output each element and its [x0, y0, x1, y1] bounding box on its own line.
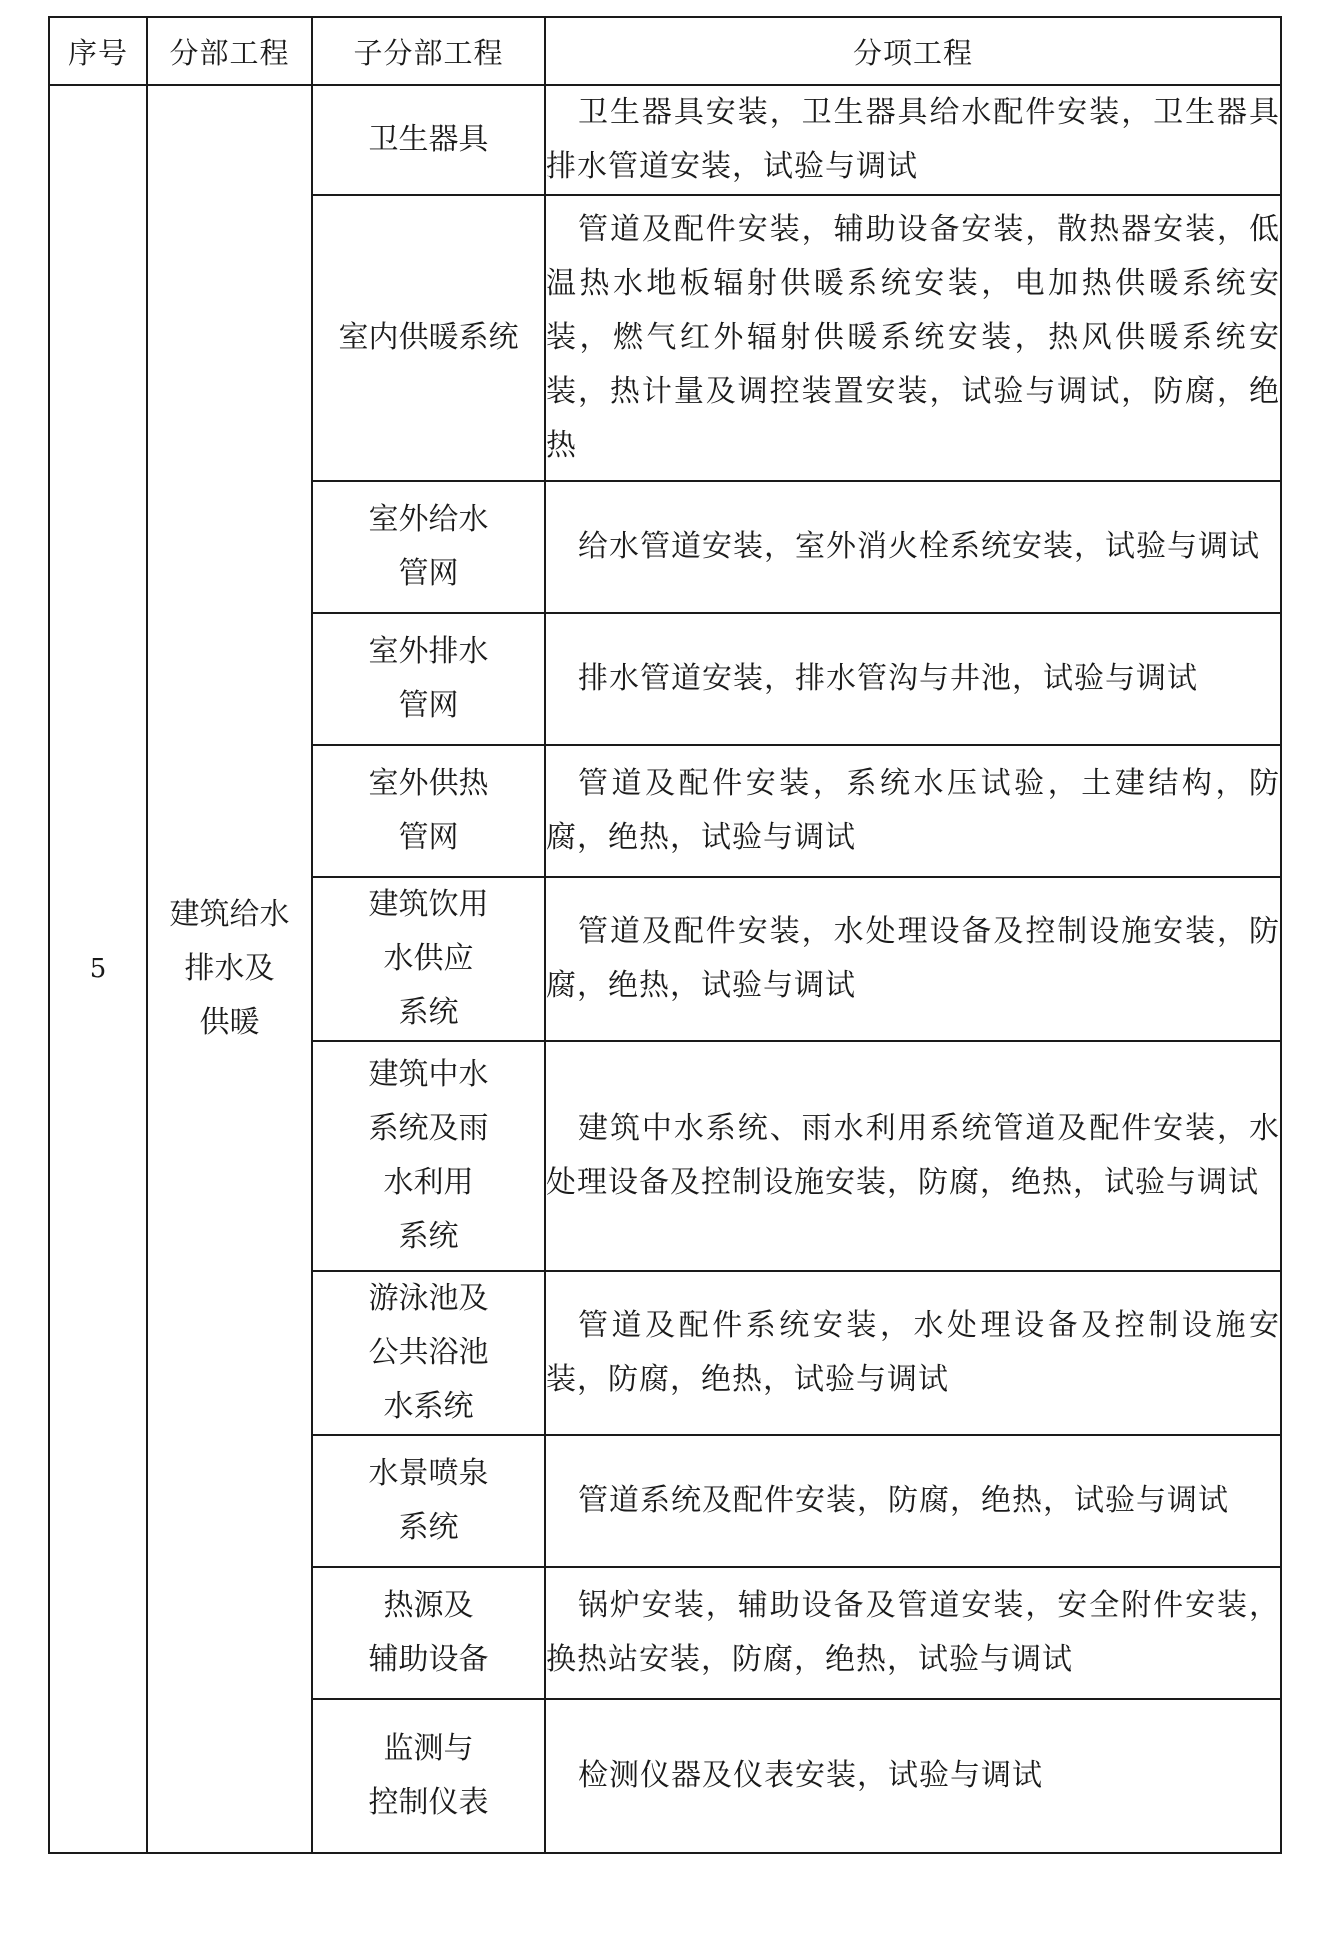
items-cell: 管道及配件安装，辅助设备安装，散热器安装，低温热水地板辐射供暖系统安装，电加热供暖系统安装，燃气红外辐射供暖系统安装，热风供暖系统安装，热计量及调控装置安装，试验与调试，防腐，绝热	[545, 195, 1281, 481]
subdivision-table	[48, 16, 1282, 1854]
items-cell: 管道及配件安装，系统水压试验，土建结构，防腐，绝热，试验与调试	[545, 745, 1281, 877]
table-row	[49, 85, 1281, 195]
subdivision-cell: 游泳池及 公共浴池 水系统	[312, 1271, 545, 1435]
subdivision-cell: 室外排水 管网	[312, 613, 545, 745]
header-row	[49, 17, 1281, 85]
subdivision-cell: 热源及 辅助设备	[312, 1567, 545, 1699]
header-seq: 序号	[49, 17, 147, 85]
header-division: 分部工程	[147, 17, 312, 85]
subdivision-cell: 监测与 控制仪表	[312, 1699, 545, 1853]
subdivision-cell: 建筑中水 系统及雨 水利用 系统	[312, 1041, 545, 1271]
items-cell: 管道及配件安装，水处理设备及控制设施安装，防腐，绝热，试验与调试	[545, 877, 1281, 1041]
seq-cell: 5	[49, 85, 147, 1853]
items-cell: 给水管道安装，室外消火栓系统安装，试验与调试	[545, 481, 1281, 613]
items-cell: 建筑中水系统、雨水利用系统管道及配件安装，水处理设备及控制设施安装，防腐，绝热，试验与调试	[545, 1041, 1281, 1271]
items-cell: 管道系统及配件安装，防腐，绝热，试验与调试	[545, 1435, 1281, 1567]
subdivision-cell: 卫生器具	[312, 85, 545, 195]
subdivision-cell: 室外给水 管网	[312, 481, 545, 613]
items-cell: 排水管道安装，排水管沟与井池，试验与调试	[545, 613, 1281, 745]
items-cell: 管道及配件系统安装，水处理设备及控制设施安装，防腐，绝热，试验与调试	[545, 1271, 1281, 1435]
items-cell: 检测仪器及仪表安装，试验与调试	[545, 1699, 1281, 1853]
items-cell: 锅炉安装，辅助设备及管道安装，安全附件安装，换热站安装，防腐，绝热，试验与调试	[545, 1567, 1281, 1699]
items-cell: 卫生器具安装，卫生器具给水配件安装，卫生器具排水管道安装，试验与调试	[545, 85, 1281, 195]
subdivision-cell: 水景喷泉 系统	[312, 1435, 545, 1567]
header-items: 分项工程	[545, 17, 1281, 85]
subdivision-cell: 建筑饮用 水供应 系统	[312, 877, 545, 1041]
header-subdivision: 子分部工程	[312, 17, 545, 85]
subdivision-cell: 室内供暖系统	[312, 195, 545, 481]
subdivision-cell: 室外供热 管网	[312, 745, 545, 877]
division-cell: 建筑给水 排水及 供暖	[147, 85, 312, 1853]
